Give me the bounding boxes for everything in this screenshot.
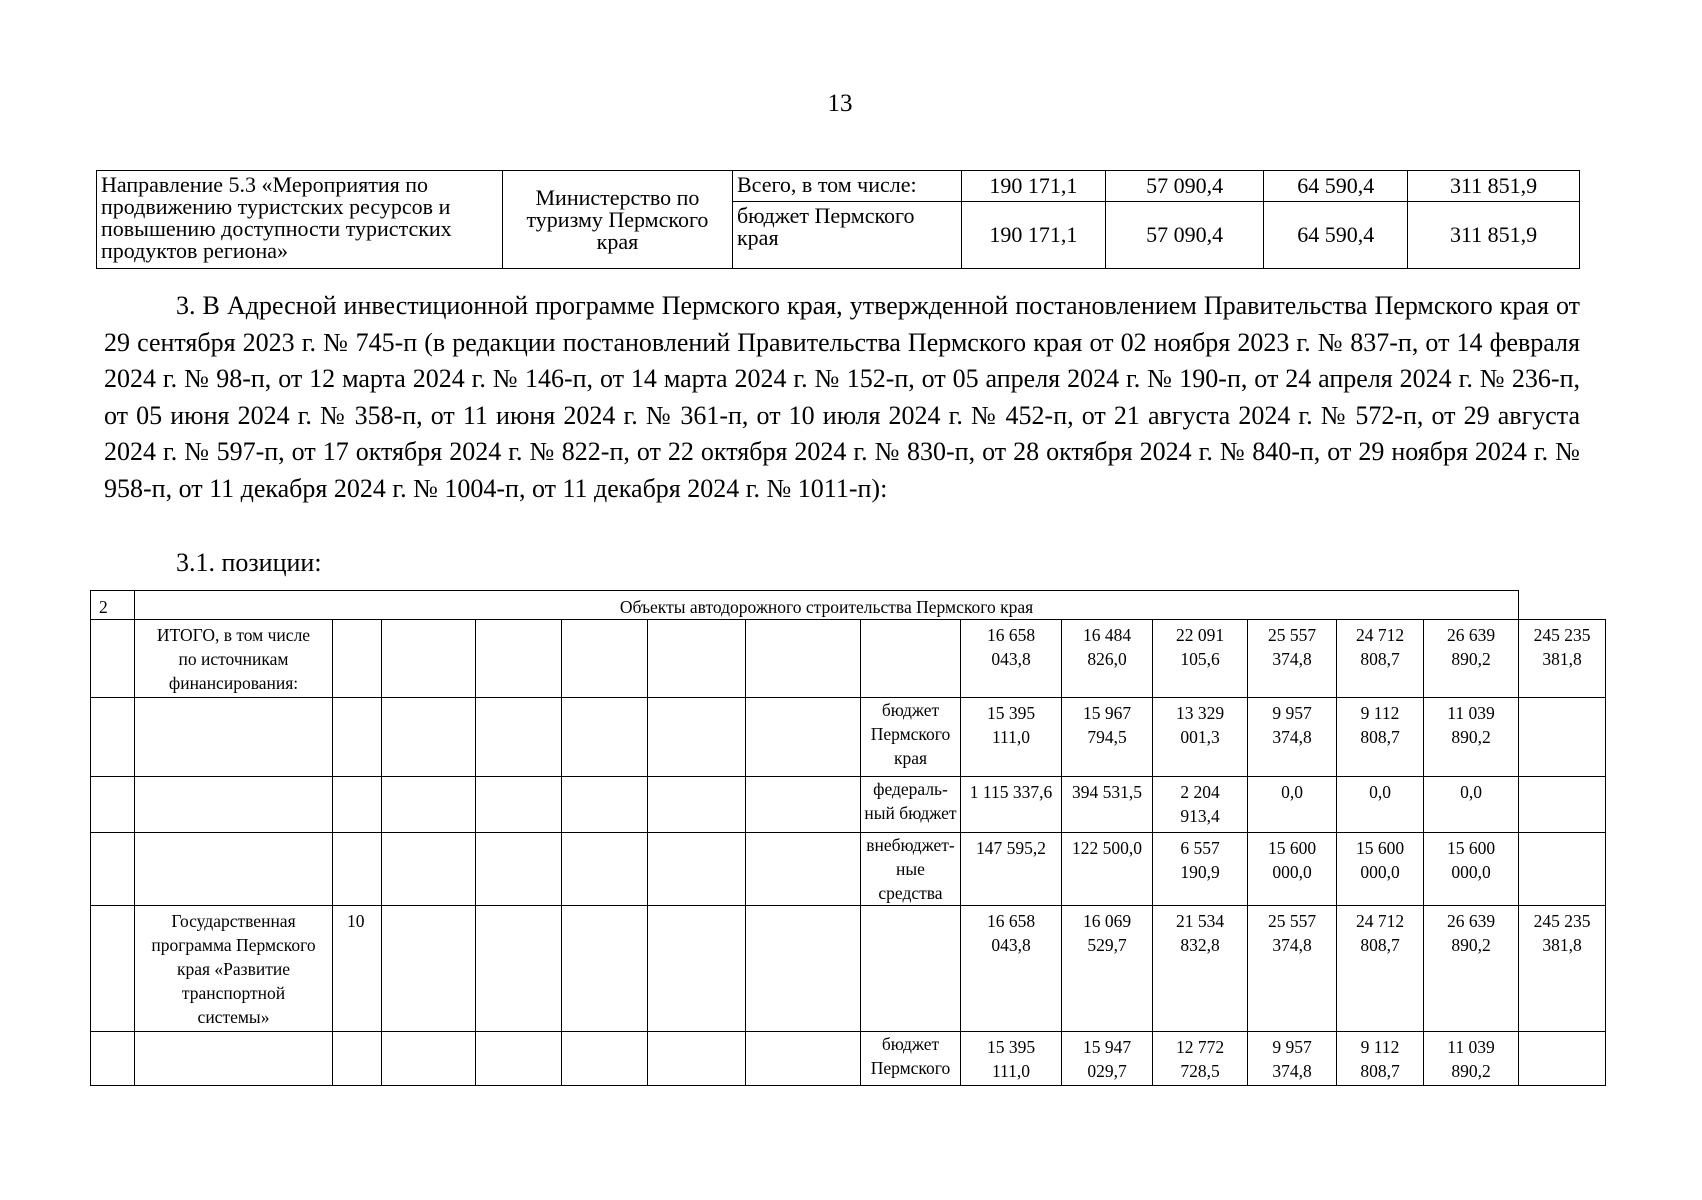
- empty-cell: [476, 620, 562, 698]
- value-cell: 57 090,4: [1105, 171, 1264, 202]
- amount-cell: 11 039 890,2: [1424, 1032, 1519, 1086]
- empty-cell: [382, 1032, 476, 1086]
- amount-cell: 16 658 043,8: [961, 620, 1062, 698]
- empty-cell: [562, 833, 648, 906]
- section-title: Объекты автодорожного строительства Пермского края: [135, 591, 1519, 620]
- object-name-cell: [135, 1032, 333, 1086]
- amount-cell: 9 957 374,8: [1248, 1032, 1337, 1086]
- empty-cell: [476, 906, 562, 1032]
- amount-cell: 0,0: [1424, 777, 1519, 833]
- empty-cell: [746, 777, 861, 833]
- funding-source-cell: внебюджет- ные средства: [861, 833, 961, 906]
- row-index-cell: [91, 1032, 135, 1086]
- object-name-cell: [135, 777, 333, 833]
- value-cell: 190 171,1: [962, 171, 1106, 202]
- amount-cell: 2 204 913,4: [1153, 777, 1248, 833]
- row-index: 2: [91, 591, 135, 620]
- empty-cell: [648, 620, 746, 698]
- responsible-ministry: Министерство по туризму Пермского края: [502, 171, 732, 269]
- amount-cell: 26 639 890,2: [1424, 906, 1519, 1032]
- empty-cell: [746, 1032, 861, 1086]
- amount-cell: 21 534 832,8: [1153, 906, 1248, 1032]
- amount-cell: 13 329 001,3: [1153, 698, 1248, 777]
- empty-cell: [648, 833, 746, 906]
- amount-cell: 1 115 337,6: [961, 777, 1062, 833]
- empty-cell: [648, 906, 746, 1032]
- empty-cell: [382, 698, 476, 777]
- empty-cell: [648, 777, 746, 833]
- amount-cell: 24 712 808,7: [1337, 620, 1424, 698]
- row-index-cell: [91, 777, 135, 833]
- investment-program-table: [90, 590, 1606, 1086]
- amount-cell: 147 595,2: [961, 833, 1062, 906]
- empty-cell: [382, 833, 476, 906]
- direction-name: Направление 5.3 «Мероприятия по продвижению туристских ресурсов и повышению доступности туристских продуктов региона»: [97, 171, 503, 269]
- amount-cell: 15 947 029,7: [1062, 1032, 1153, 1086]
- direction-budget-table: [96, 170, 1580, 269]
- amount-cell: 15 967 794,5: [1062, 698, 1153, 777]
- empty-cell: [382, 620, 476, 698]
- amount-cell: 15 395 111,0: [961, 698, 1062, 777]
- funding-source: бюджет Пермского края: [732, 202, 961, 269]
- amount-cell: 245 235 381,8: [1519, 906, 1606, 1032]
- program-code-cell: [333, 698, 382, 777]
- amount-cell: 9 957 374,8: [1248, 698, 1337, 777]
- amount-cell: 122 500,0: [1062, 833, 1153, 906]
- empty-cell: [382, 777, 476, 833]
- object-name-cell: [135, 698, 333, 777]
- empty-cell: [476, 777, 562, 833]
- program-code-cell: 10: [333, 906, 382, 1032]
- table-row: [91, 620, 1606, 698]
- funding-source-cell: бюджет Пермского: [861, 1032, 961, 1086]
- amount-cell: 26 639 890,2: [1424, 620, 1519, 698]
- empty-cell: [562, 777, 648, 833]
- funding-source-cell: бюджет Пермского края: [861, 698, 961, 777]
- amount-cell: 6 557 190,9: [1153, 833, 1248, 906]
- value-cell: 190 171,1: [962, 202, 1106, 269]
- amount-cell: 25 557 374,8: [1248, 620, 1337, 698]
- amount-cell: 11 039 890,2: [1424, 698, 1519, 777]
- program-code-cell: [333, 1032, 382, 1086]
- funding-source-cell: [861, 906, 961, 1032]
- amount-cell: 16 484 826,0: [1062, 620, 1153, 698]
- row-index-cell: [91, 906, 135, 1032]
- empty-cell: [562, 1032, 648, 1086]
- funding-source: Всего, в том числе:: [732, 171, 961, 202]
- empty-cell: [382, 906, 476, 1032]
- empty-cell: [746, 833, 861, 906]
- object-name-cell: [135, 833, 333, 906]
- table-row: [91, 777, 1606, 833]
- amount-cell: 245 235 381,8: [1519, 620, 1606, 698]
- empty-cell: [746, 620, 861, 698]
- subpoint-heading: 3.1. позиции:: [176, 548, 322, 577]
- amount-cell: 0,0: [1248, 777, 1337, 833]
- object-name-cell: ИТОГО, в том числе по источникам финансирования:: [135, 620, 333, 698]
- amount-cell: [1519, 833, 1606, 906]
- empty-cell: [476, 1032, 562, 1086]
- program-code-cell: [333, 833, 382, 906]
- row-index-cell: [91, 698, 135, 777]
- amount-cell: 16 658 043,8: [961, 906, 1062, 1032]
- empty-cell: [562, 698, 648, 777]
- value-cell: 64 590,4: [1264, 171, 1408, 202]
- amount-cell: 22 091 105,6: [1153, 620, 1248, 698]
- amount-cell: 15 600 000,0: [1424, 833, 1519, 906]
- row-index-cell: [91, 833, 135, 906]
- table-row: [91, 1032, 1606, 1086]
- table-row: [91, 833, 1606, 906]
- row-index-cell: [91, 620, 135, 698]
- amount-cell: 15 395 111,0: [961, 1032, 1062, 1086]
- empty-cell: [648, 1032, 746, 1086]
- amendment-paragraph: 3. В Адресной инвестиционной программе Пермского края, утвержденной постановлением Правительства Пермского края от 29 сентября 2023 г. № 745-п (в редакции постановлений Правительства Пермского края от 02 ноября 2023 г. № 837-п, от 14 февраля 2024 г. № 98-п, от 12 марта 2024 г. № 146-п, от 14 марта 2024 г. № 152-п, от 05 апреля 2024 г. № 190-п, от 24 апреля 2024 г. № 236-п, от 05 июня 2024 г. № 358-п, от 11 июня 2024 г. № 361-п, от 10 июля 2024 г. № 452-п, от 21 августа 2024 г. № 572-п, от 29 августа 2024 г. № 597-п, от 17 октября 2024 г. № 822-п, от 22 октября 2024 г. № 830-п, от 28 октября 2024 г. № 840-п, от 29 ноября 2024 г. № 958-п, от 11 декабря 2024 г. № 1004-п, от 11 декабря 2024 г. № 1011-п):: [104, 291, 1580, 503]
- amount-cell: [1519, 777, 1606, 833]
- value-cell: 57 090,4: [1105, 202, 1264, 269]
- amount-cell: 15 600 000,0: [1248, 833, 1337, 906]
- table-row: [91, 906, 1606, 1032]
- program-code-cell: [333, 620, 382, 698]
- amount-cell: [1519, 698, 1606, 777]
- empty-cell: [648, 698, 746, 777]
- amount-cell: 9 112 808,7: [1337, 698, 1424, 777]
- amount-cell: 16 069 529,7: [1062, 906, 1153, 1032]
- amount-cell: 9 112 808,7: [1337, 1032, 1424, 1086]
- empty-cell: [746, 906, 861, 1032]
- amount-cell: 394 531,5: [1062, 777, 1153, 833]
- amount-cell: 15 600 000,0: [1337, 833, 1424, 906]
- amount-cell: 24 712 808,7: [1337, 906, 1424, 1032]
- empty-cell: [476, 698, 562, 777]
- amount-cell: 12 772 728,5: [1153, 1032, 1248, 1086]
- amount-cell: [1519, 1032, 1606, 1086]
- object-name-cell: Государственная программа Пермского края «Развитие транспортной системы»: [135, 906, 333, 1032]
- page-number: 13: [827, 90, 853, 117]
- amount-cell: 0,0: [1337, 777, 1424, 833]
- empty-cell: [746, 698, 861, 777]
- value-cell: 311 851,9: [1408, 171, 1580, 202]
- amount-cell: 25 557 374,8: [1248, 906, 1337, 1032]
- empty-cell: [562, 906, 648, 1032]
- empty-cell: [562, 620, 648, 698]
- table-row: [91, 698, 1606, 777]
- value-cell: 64 590,4: [1264, 202, 1408, 269]
- funding-source-cell: федераль- ный бюджет: [861, 777, 961, 833]
- empty-cell: [476, 833, 562, 906]
- value-cell: 311 851,9: [1408, 202, 1580, 269]
- program-code-cell: [333, 777, 382, 833]
- funding-source-cell: [861, 620, 961, 698]
